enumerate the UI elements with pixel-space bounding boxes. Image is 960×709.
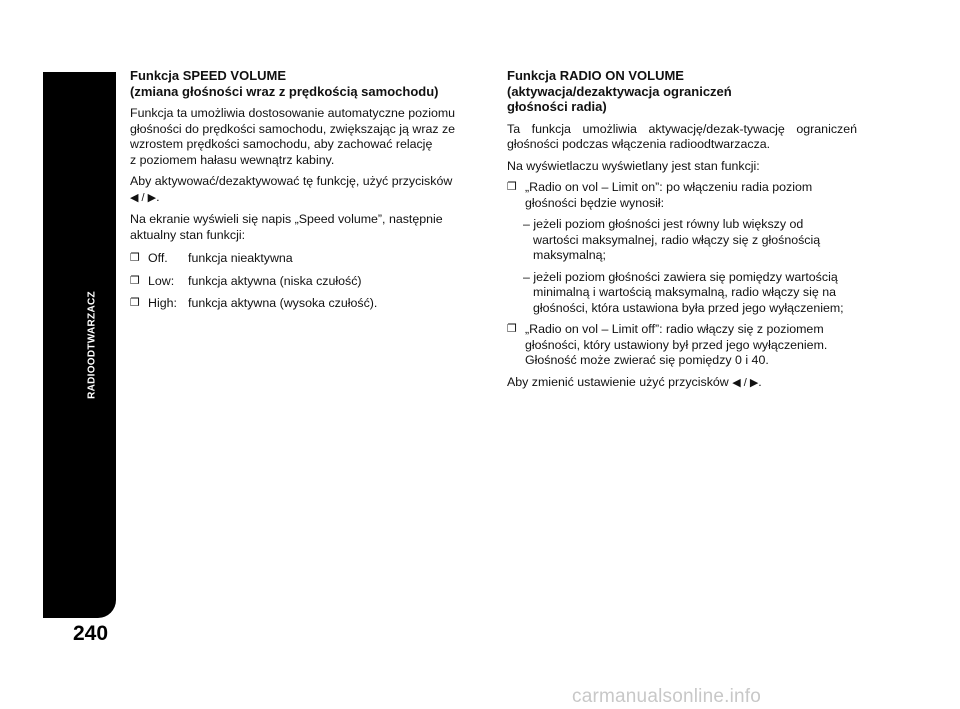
page-number: 240 — [73, 622, 109, 645]
radio-on-volume-heading: Funkcja RADIO ON VOLUME (aktywacja/dezaktywacja ograniczeń głośności radia) — [507, 68, 732, 114]
checkbox-bullet-icon: ❐ — [507, 181, 517, 193]
radio-on-volume-state-intro: Na wyświetlaczu wyświetlany jest stan funkcji: — [507, 158, 760, 173]
checkbox-bullet-icon: ❐ — [130, 297, 140, 309]
speed-volume-heading: Funkcja SPEED VOLUME (zmiana głośności wraz z prędkością samochodu) — [130, 68, 439, 99]
checkbox-bullet-icon: ❐ — [130, 274, 140, 287]
left-right-arrows-icon: ◀ / ▶ — [732, 376, 759, 389]
checkbox-bullet-icon: ❐ — [130, 252, 140, 264]
left-right-arrows-icon: ◀ / ▶ — [130, 191, 157, 204]
chapter-label: RADIOODTWARZACZ — [86, 291, 98, 399]
left-column — [130, 68, 470, 319]
state-high: ❐ High: funkcja aktywna (wysoka czułość). — [130, 296, 378, 310]
change-setting-instruction: Aby zmienić ustawienie użyć przycisków ◀ / ▶. — [507, 374, 762, 389]
radio-on-volume-description: Ta funkcja umożliwia aktywację/dezak-tywację ograniczeń głośności podczas włączenia radioodtwarzacza. — [507, 121, 857, 151]
speed-volume-activation: Aby aktywować/dezaktywować tę funkcję, użyć przycisków ◀ / ▶. — [130, 174, 453, 204]
side-tab — [43, 72, 116, 618]
watermark: carmanualsonline.info — [572, 686, 762, 707]
speed-volume-description: Funkcja ta umożliwia dostosowanie automatyczne poziomu głośności do prędkości samochodu, zwiększając ją wraz ze wzrostem prędkości samochodu, aby zachować relację z poziomem hałasu wewnątrz kabiny. — [130, 106, 456, 167]
state-off: ❐ Off. funkcja nieaktywna — [130, 251, 293, 265]
state-low: ❐ Low: funkcja aktywna (niska czułość) — [130, 273, 362, 288]
right-column — [507, 68, 857, 397]
speed-volume-display-info: Na ekranie wyświeli się napis „Speed volume”, następnie aktualny stan funkcji: — [130, 212, 443, 242]
limit-on-item: ❐ „Radio on vol – Limit on”: po włączeniu radia poziom głośności będzie wynosił: — [507, 180, 813, 210]
limit-on-max-case: – jeżeli poziom głośności jest równy lub większy od wartości maksymalnej, radio włączy się z głośnością maksymalną; — [523, 217, 821, 262]
limit-on-range-case: – jeżeli poziom głośności zawiera się pomiędzy wartością minimalną i wartością maksymalną, radio włączy się na głośności, która ustawiona była przed jego wyłączeniem; — [523, 269, 844, 315]
checkbox-bullet-icon: ❐ — [507, 323, 517, 335]
limit-off-item: ❐ „Radio on vol – Limit off”: radio włączy się z poziomem głośności, który ustawiony był przed jego wyłączeniem. Głośność może zwierać się pomiędzy 0 i 40. — [507, 322, 828, 367]
